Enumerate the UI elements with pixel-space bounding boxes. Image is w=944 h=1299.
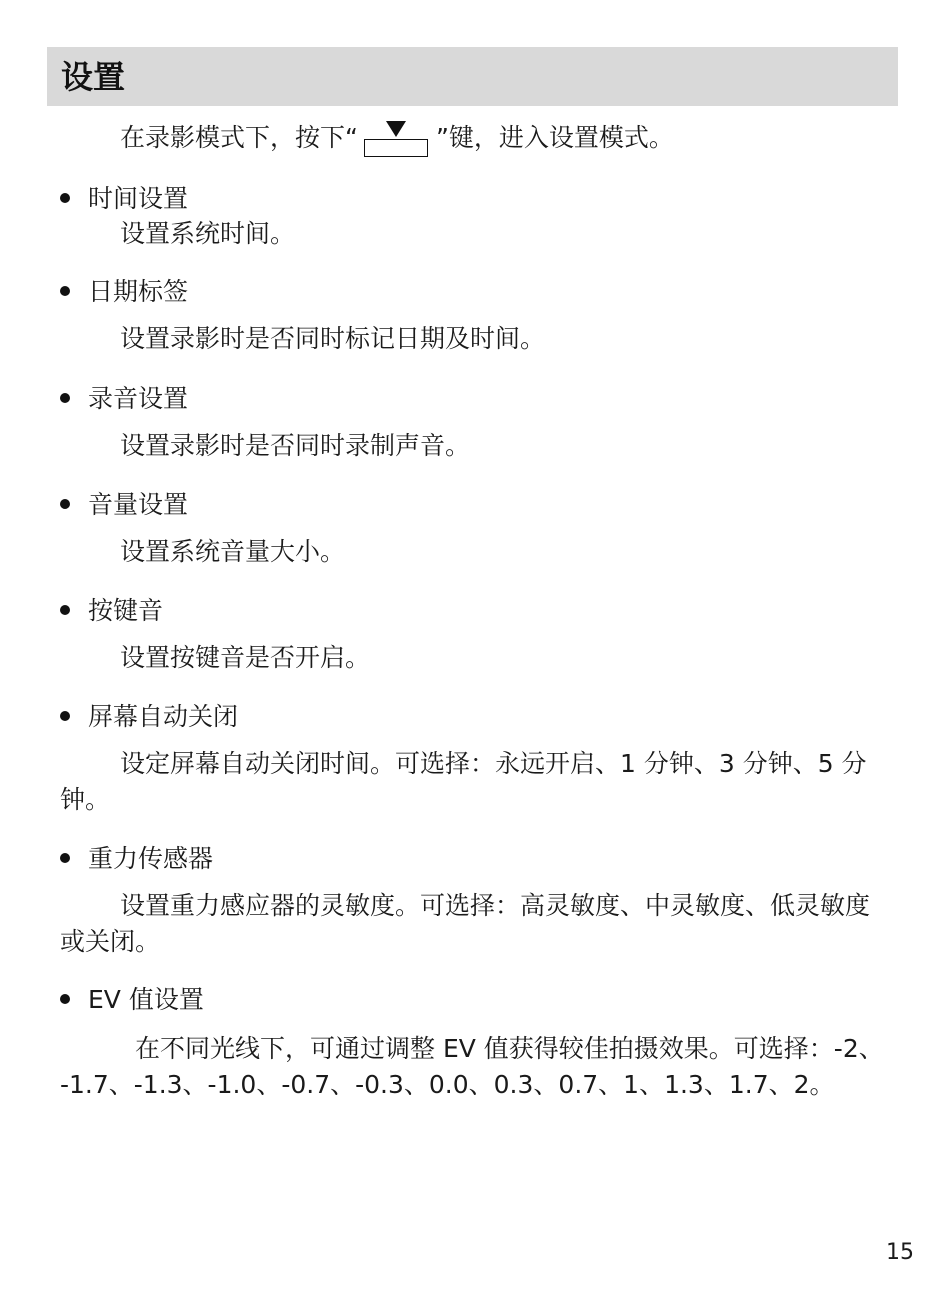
- intro-text-before: 在录影模式下，按下“: [120, 123, 358, 152]
- header-bar: [47, 47, 898, 106]
- section-title: EV 值设置: [88, 985, 204, 1014]
- bullet-icon: [60, 853, 70, 863]
- section-desc: 设置重力感应器的灵敏度。可选择：高灵敏度、中灵敏度、低灵敏度或关闭。: [60, 891, 871, 956]
- bullet-icon: [60, 994, 70, 1004]
- intro-text-after: ”键，进入设置模式。: [435, 123, 674, 152]
- page-number: 15: [886, 1240, 914, 1265]
- bullet-icon: [60, 393, 70, 403]
- section-title: 日期标签: [88, 277, 189, 306]
- section-ev-value: [60, 983, 890, 1103]
- bullet-icon: [60, 286, 70, 296]
- section-key-sound: [60, 594, 890, 676]
- section-date-stamp: [60, 275, 890, 357]
- page-title: 设置: [61, 58, 126, 96]
- section-screen-off: [60, 700, 890, 818]
- section-time-setting: [60, 182, 890, 252]
- section-title: 按键音: [88, 596, 164, 625]
- section-audio-recording: [60, 382, 890, 464]
- section-desc: 设置系统音量大小。: [120, 537, 346, 566]
- bullet-icon: [60, 499, 70, 509]
- bullet-icon: [60, 605, 70, 615]
- section-desc: 设置按键音是否开启。: [120, 643, 371, 672]
- section-desc: 设定屏幕自动关闭时间。可选择：永远开启、1 分钟、3 分钟、5 分钟。: [60, 749, 867, 814]
- section-desc: 设置录影时是否同时录制声音。: [120, 431, 471, 460]
- section-desc: 在不同光线下，可通过调整 EV 值获得较佳拍摄效果。可选择：-2、-1.7、-1.3、-1.0、-0.7、-0.3、0.0、0.3、0.7、1、1.3、1.7、2。: [60, 1034, 884, 1099]
- section-title: 重力传感器: [88, 844, 214, 873]
- section-title: 音量设置: [88, 490, 189, 519]
- intro-line: [120, 118, 674, 158]
- section-desc: 设置系统时间。: [120, 219, 296, 248]
- bullet-icon: [60, 711, 70, 721]
- down-triangle-key-icon: [364, 121, 430, 157]
- section-title: 录音设置: [88, 384, 189, 413]
- bullet-icon: [60, 193, 70, 203]
- section-title: 屏幕自动关闭: [88, 702, 239, 731]
- section-gravity-sensor: [60, 842, 890, 960]
- section-desc: 设置录影时是否同时标记日期及时间。: [120, 324, 546, 353]
- section-volume: [60, 488, 890, 570]
- section-title: 时间设置: [88, 184, 189, 213]
